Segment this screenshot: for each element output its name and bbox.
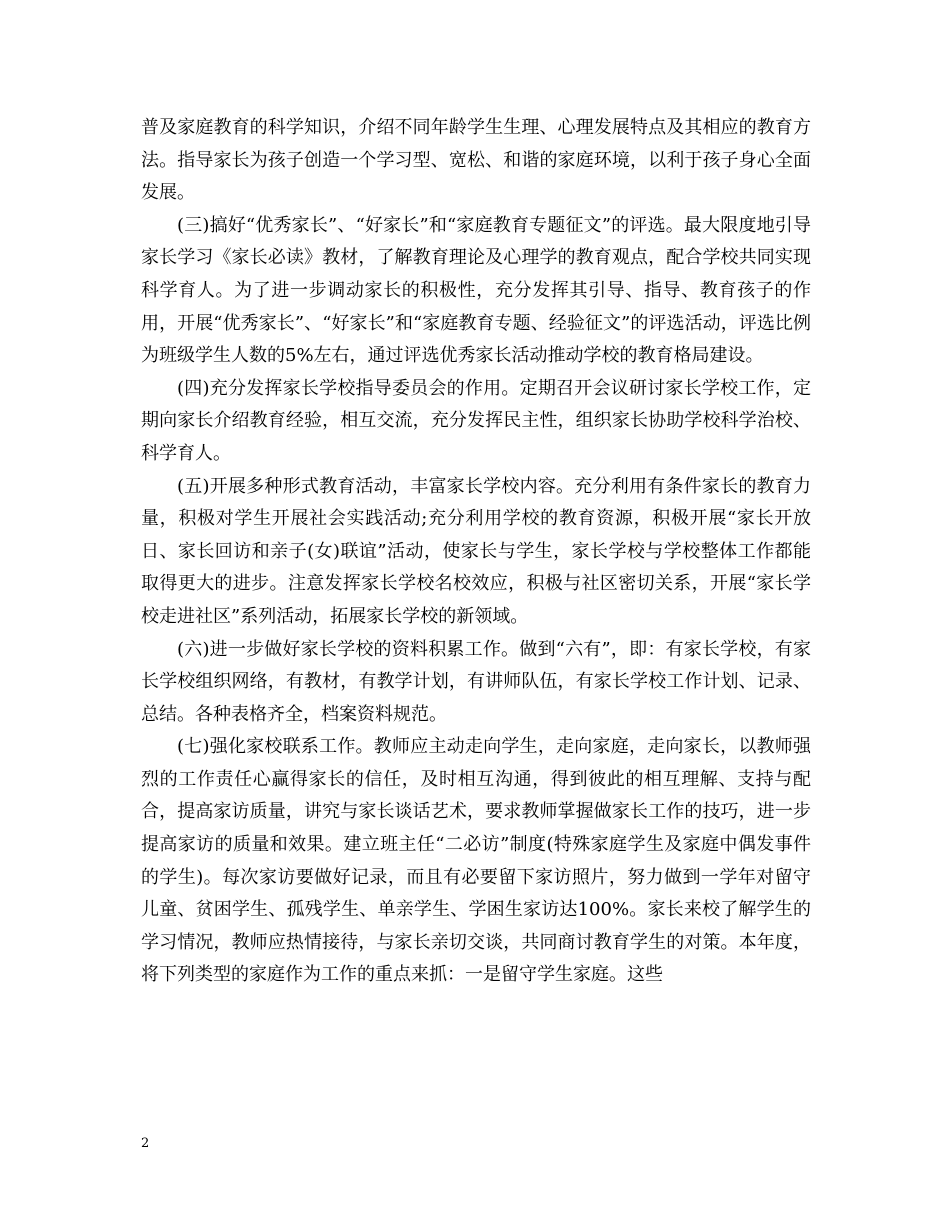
paragraph-3: (四)充分发挥家长学校指导委员会的作用。定期召开会议研讨家长学校工作，定期向家长介绍教育经验，相互交流，充分发挥民主性，组织家长协助学校科学治校、科学育人。: [141, 377, 811, 464]
paragraph-1: 普及家庭教育的科学知识，介绍不同年龄学生生理、心理发展特点及其相应的教育方法。指导家长为孩子创造一个学习型、宽松、和谐的家庭环境，以利于孩子身心全面发展。: [141, 117, 811, 204]
document-page: [141, 112, 811, 992]
paragraph-5: (六)进一步做好家长学校的资料积累工作。做到“六有”，即：有家长学校，有家长学校组织网络，有教材，有教学计划，有讲师队伍，有家长学校工作计划、记录、总结。各种表格齐全，档案资料规范。: [141, 638, 811, 725]
paragraph-2: (三)搞好“优秀家长”、“好家长”和“家庭教育专题征文”的评选。最大限度地引导家长学习《家长必读》教材，了解教育理论及心理学的教育观点，配合学校共同实现科学育人。为了进一步调动家长的积极性，充分发挥其引导、指导、教育孩子的作用，开展“优秀家长”、“好家长”和“家庭教育专题、经验征文”的评选活动，评选比例为班级学生人数的5%左右，通过评选优秀家长活动推动学校的教育格局建设。: [141, 214, 811, 367]
paragraph-6: (七)强化家校联系工作。教师应主动走向学生，走向家庭，走向家长，以教师强烈的工作责任心赢得家长的信任，及时相互沟通，得到彼此的相互理解、支持与配合，提高家访质量，讲究与家长谈话艺术，要求教师掌握做家长工作的技巧，进一步提高家访的质量和效果。建立班主任“二必访”制度(特殊家庭学生及家庭中偶发事件的学生)。每次家访要做好记录，而且有必要留下家访照片，努力做到一学年对留守儿童、贫困学生、孤残学生、单亲学生、学困生家访达100%。家长来校了解学生的学习情况，教师应热情接待，与家长亲切交谈，共同商讨教育学生的对策。本年度，将下列类型的家庭作为工作的重点来抓：一是留守学生家庭。这些: [141, 736, 811, 986]
paragraph-4: (五)开展多种形式教育活动，丰富家长学校内容。充分利用有条件家长的教育力量，积极对学生开展社会实践活动;充分利用学校的教育资源，积极开展“家长开放日、家长回访和亲子(女)联谊”活动，使家长与学生，家长学校与学校整体工作都能取得更大的进步。注意发挥家长学校名校效应，积极与社区密切关系，开展“家长学校走进社区”系列活动，拓展家长学校的新领域。: [141, 475, 811, 627]
page-number: 2: [141, 1136, 150, 1151]
